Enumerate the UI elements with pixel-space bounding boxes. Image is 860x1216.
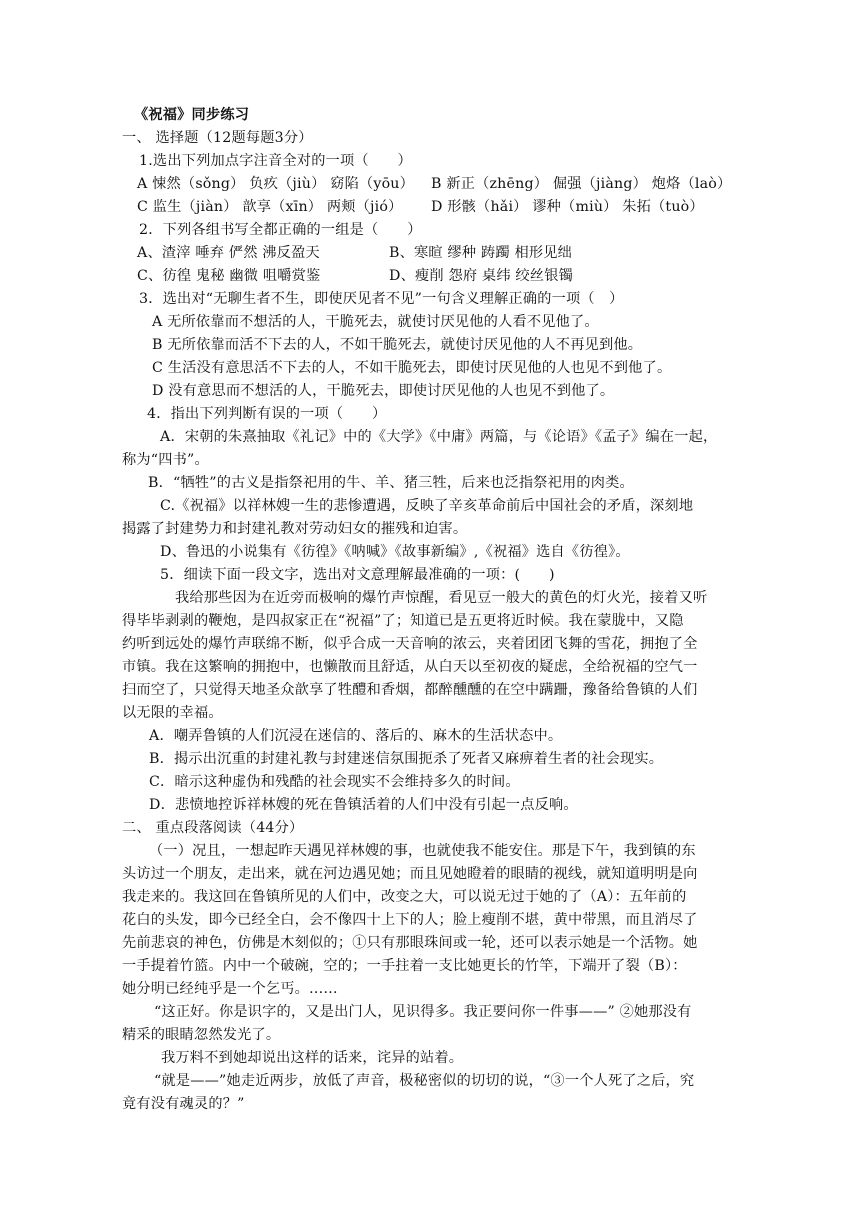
passage-line: 竟有没有魂灵的？” — [122, 1096, 245, 1112]
passage-line: 她分明已经纯乎是一个乞丐。…… — [122, 981, 338, 997]
passage-line: 头访过一个朋友，走出来，就在河边遇见她；而且见她瞪着的眼睛的视线，就知道明明是向 — [122, 866, 698, 882]
passage-line: （一）况且，一想起昨天遇见祥林嫂的事，也就使我不能安住。那是下午，我到镇的东 — [149, 843, 696, 859]
q1-option-b: B 新正（zhēng） 倔强（jiàng） 炮烙（laò） — [431, 176, 732, 192]
q5-passage-line4: 市镇。我在这繁响的拥抱中，也懒散而且舒适，从白天以至初夜的疑虑，全给祝福的空气一 — [122, 659, 698, 675]
q2-option-a: A、渣滓 唾弃 俨然 沸反盈天 — [137, 245, 320, 261]
q3-option-c: C 生活没有意思活不下去的人，不如干脆死去，即使讨厌见他的人也见不到他了。 — [152, 360, 672, 376]
q3-option-d: D 没有意思而不想活的人，干脆死去，即使讨厌见他的人也见不到他了。 — [152, 383, 615, 399]
q5-option-b: B．揭示出沉重的封建礼教与封建迷信氛围扼杀了死者又麻痹着生者的社会现实。 — [149, 751, 664, 767]
q1-option-c: C 监生（jiàn） 歆享（xīn） 两颊（jió） — [137, 199, 403, 215]
passage-line: 花白的头发，即今已经全白，会不像四十上下的人；脸上瘦削不堪，黄中带黑，而且消尽了 — [122, 912, 698, 928]
passage-line: 精采的眼睛忽然发光了。 — [122, 1027, 281, 1043]
q4-option-c-line2: 揭露了封建势力和封建礼教对劳动妇女的摧残和迫害。 — [122, 521, 468, 537]
q2-option-c: C、彷徨 鬼秘 幽微 咀嚼赏鉴 — [137, 268, 321, 284]
q3-stem: 3．选出对“无聊生者不生，即使厌见者不见”一句含义理解正确的一项（ ） — [139, 291, 624, 307]
q5-option-a: A．嘲弄鲁镇的人们沉浸在迷信的、落后的、麻木的生活状态中。 — [149, 728, 563, 744]
passage-line: 我走来的。我这回在鲁镇所见的人们中，改变之大，可以说无过于她的了（A）：五年前的 — [122, 889, 687, 905]
q2-option-d: D、瘦削 怨府 桌纬 绞丝银镯 — [389, 268, 573, 284]
q5-option-d: D．悲愤地控诉祥林嫂的死在鲁镇活着的人们中没有引起一点反响。 — [149, 797, 578, 813]
q2-option-b: B、寒暄 缪种 踌躅 相形见绌 — [389, 245, 573, 261]
passage-line: 一手提着竹篮。内中一个破碗，空的；一手拄着一支比她更长的竹竿，下端开了裂（B）： — [122, 958, 687, 974]
q5-passage-line3: 约听到远处的爆竹声联绵不断，似乎合成一天音响的浓云，夹着团团飞舞的雪花，拥抱了全 — [122, 636, 698, 652]
q1-option-d: D 形骸（hǎi） 谬种（miù） 朱拓（tuò） — [431, 199, 704, 215]
section-2-heading: 二、 重点段落阅读（44分） — [122, 820, 304, 836]
document-title: 《祝福》同步练习 — [134, 107, 250, 123]
passage-line: “就是——”她走近两步，放低了声音，极秘密似的切切的说，“③一个人死了之后，究 — [154, 1073, 695, 1089]
section-1-heading: 一、 选择题（12题每题3分） — [122, 130, 313, 146]
q5-passage-line1: 我给那些因为在近旁而极响的爆竹声惊醒，看见豆一般大的黄色的灯火光，接着又听 — [175, 590, 708, 606]
q2-stem: 2．下列各组书写全都正确的一组是（ ） — [139, 222, 422, 238]
q4-option-a-line2: 称为“四书”。 — [122, 452, 209, 468]
q4-option-a-line1: A．宋朝的朱熹抽取《礼记》中的《大学》《中庸》两篇，与《论语》《孟子》编在一起， — [160, 429, 718, 445]
q4-stem: 4．指出下列判断有误的一项（ ） — [147, 406, 387, 422]
q1-option-a: A 悚然（sǒng） 负疚（jiù） 窈陷（yōu） — [137, 176, 415, 192]
q5-stem: 5．细读下面一段文字，选出对文意理解最准确的一项：( ) — [160, 567, 555, 583]
q4-option-d: D、鲁迅的小说集有《彷徨》《呐喊》《故事新编》,《祝福》选自《彷徨》。 — [160, 544, 630, 560]
q5-passage-line2: 得毕毕剥剥的鞭炮，是四叔家正在“祝福”了；知道已是五更将近时候。我在蒙胧中，又隐 — [122, 613, 684, 629]
q5-passage-line5: 扫而空了，只觉得天地圣众歆享了牲醴和香烟，都醉醺醺的在空中蹒跚，豫备给鲁镇的人们 — [122, 682, 698, 698]
q1-stem: 1.选出下列加点字注音全对的一项（ ） — [139, 153, 412, 169]
q3-option-b: B 无所依靠而活不下去的人，不如干脆死去，就使讨厌见他的人不再见到他。 — [152, 337, 643, 353]
q5-passage-line6: 以无限的幸福。 — [122, 705, 223, 721]
q5-option-c: C．暗示这种虚伪和残酷的社会现实不会维持多久的时间。 — [149, 774, 520, 790]
q4-option-c-line1: C.《祝福》以祥林嫂一生的悲惨遭遇，反映了辛亥革命前后中国社会的矛盾，深刻地 — [160, 498, 694, 514]
q4-option-b: B．“牺牲”的古义是指祭祀用的牛、羊、猪三牲，后来也泛指祭祀用的肉类。 — [148, 475, 634, 491]
passage-line: 我万料不到她却说出这样的话来，诧异的站着。 — [161, 1050, 464, 1066]
q3-option-a: A 无所依靠而不想活的人，干脆死去，就使讨厌见他的人看不见他了。 — [152, 314, 599, 330]
passage-line: “这正好。你是识字的，又是出门人，见识得多。我正要问你一件事——” ②她那没有 — [154, 1004, 692, 1020]
passage-line: 先前悲哀的神色，仿佛是木刻似的；①只有那眼珠间或一轮，还可以表示她是一个活物。她 — [122, 935, 698, 951]
